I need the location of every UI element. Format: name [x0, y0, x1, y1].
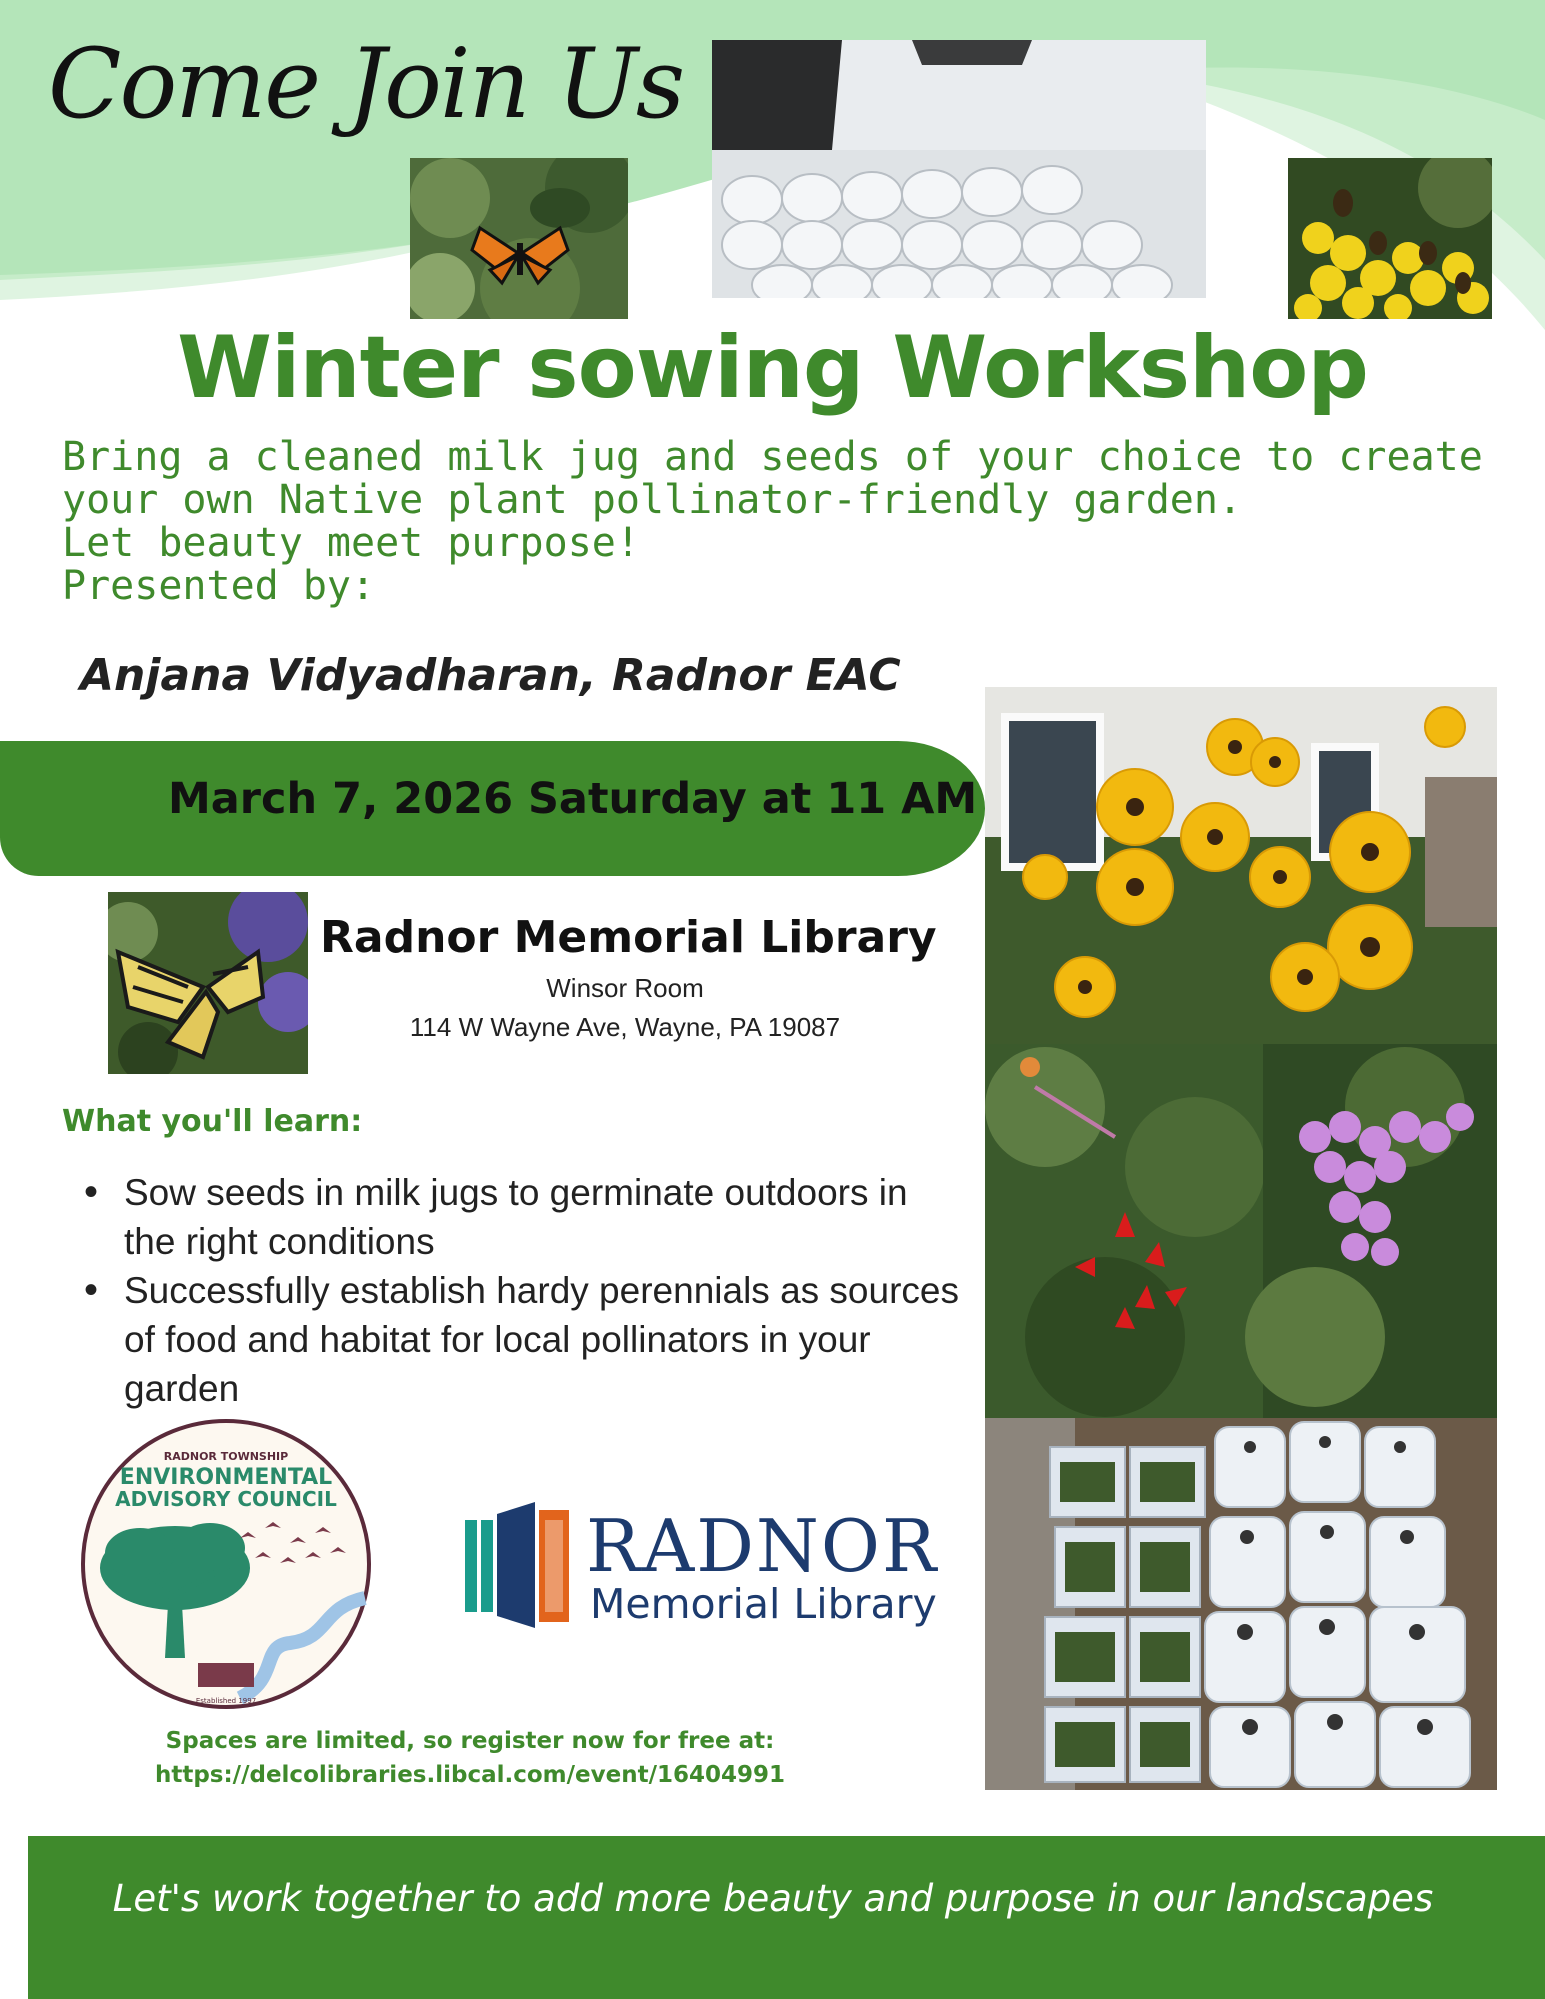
venue-room: Winsor Room — [546, 973, 704, 1003]
monarch-butterfly-photo — [410, 158, 628, 319]
learn-heading: What you'll learn: — [62, 1104, 363, 1139]
intro-line: Bring a cleaned milk jug and seeds of your choice to create — [62, 434, 1483, 480]
learn-list — [80, 1168, 960, 1413]
event-date: March 7, 2026 Saturday at 11 AM — [168, 774, 978, 824]
presenter-name: Anjana Vidyadharan, Radnor EAC — [80, 650, 901, 701]
intro-line: your own Native plant pollinator-friendly garden. — [62, 477, 1243, 523]
eac-line2: ENVIRONMENTAL — [119, 1465, 333, 1490]
eac-established: Established 1997 — [195, 1697, 257, 1705]
registration-text: Spaces are limited, so register now for free at: — [165, 1728, 775, 1754]
intro-line: Presented by: — [62, 563, 376, 609]
list-item: • Sow seeds in milk jugs to germinate outdoors in the right conditions — [80, 1168, 960, 1266]
swallowtail-butterfly-photo — [108, 892, 308, 1074]
radnor-eac-logo — [80, 1418, 372, 1710]
registration-link[interactable]: https://delcolibraries.libcal.com/event/16404991 — [154, 1762, 786, 1788]
library-book-icon — [465, 1500, 575, 1630]
eac-line3: ADVISORY COUNCIL — [115, 1487, 337, 1511]
registration-info — [90, 1724, 850, 1792]
come-join-us-heading: Come Join Us — [48, 28, 684, 140]
garden-photo-collage — [985, 687, 1497, 1790]
intro-text — [62, 434, 1483, 609]
eac-line1: RADNOR TOWNSHIP — [163, 1450, 289, 1463]
intro-line: Let beauty meet purpose! — [62, 520, 640, 566]
snow-milk-jugs-photo — [712, 40, 1206, 298]
venue-address: 114 W Wayne Ave, Wayne, PA 19087 — [409, 1012, 841, 1042]
workshop-title: Winter sowing Workshop — [177, 318, 1368, 418]
library-logo-subtitle: Memorial Library — [590, 1580, 937, 1628]
footer-tagline: Let's work together to add more beauty and purpose in our landscapes — [112, 1877, 1434, 1920]
venue-name: Radnor Memorial Library — [320, 912, 937, 963]
bumblebees-flowers-photo — [1288, 158, 1492, 319]
library-logo-name: RADNOR — [586, 1504, 939, 1588]
list-item: • Successfully establish hardy perennials as sources of food and habitat for local pollinators in your garden — [80, 1266, 960, 1413]
